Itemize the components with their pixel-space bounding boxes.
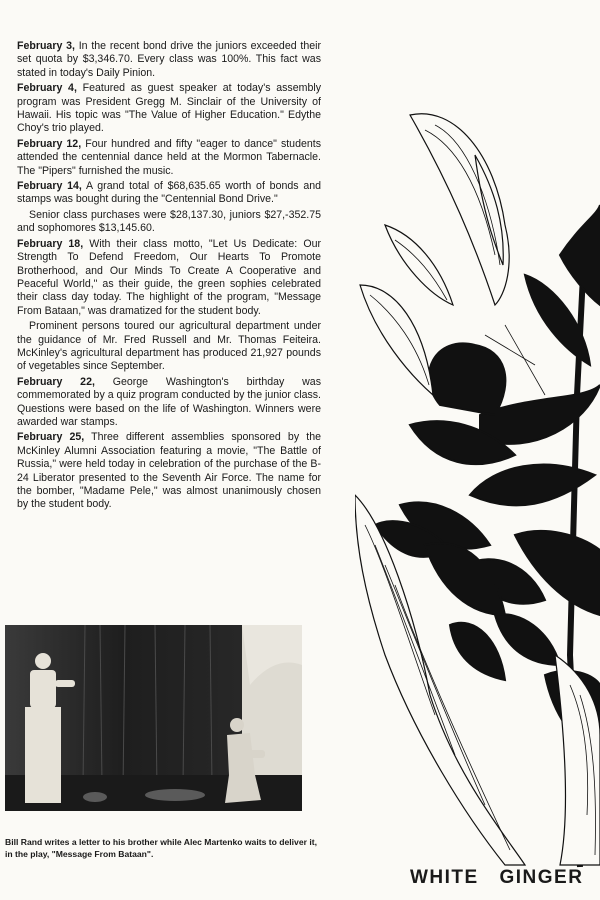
entry-date: February 25, — [17, 431, 85, 444]
entry-text: With their class motto, "Let Us Dedicate: Our Strength To Defend Freedom, Our Hearts To Promote Brotherhood, and Our Minds To Create A Cooperative and Peaceful World," as their guide, the green sophies celebrated their class day today. The highlight of the program, "Message From Bataan," was dramatized for the student body. — [17, 237, 321, 317]
play-scene-image — [5, 625, 302, 811]
journal-entries — [17, 40, 321, 514]
entry-text: In the recent bond drive the juniors exceeded their set quota by $3,346.70. Every class was 100%. This fact was stated in today's Daily Pinion. — [17, 40, 321, 79]
entry-agriculture-tour — [17, 320, 321, 374]
entry-date: February 4, — [17, 82, 77, 95]
entry-text: A grand total of $68,635.65 worth of bonds and stamps was bought during the "Centennial Bond Drive." — [17, 180, 321, 206]
entry-date: February 3, — [17, 40, 75, 52]
play-photo — [5, 625, 302, 811]
entry-date: February 22, — [17, 375, 95, 388]
entry-class-purchases — [17, 209, 321, 236]
entry-text: Prominent persons toured our agricultural department under the guidance of Mr. Fred Russell and Mr. Thomas Feiteira. McKinley's agricultural department has produced 21,927 pounds of vegetables since September. — [17, 320, 321, 373]
entry-feb-25 — [17, 431, 321, 511]
entry-feb-12 — [17, 138, 321, 178]
white-ginger-flower-illustration — [355, 95, 600, 870]
entry-feb-14 — [17, 180, 321, 207]
photo-caption: Bill Rand writes a letter to his brother while Alec Martenko waits to deliver it, in the play, "Message From Bataan". — [5, 837, 317, 859]
entry-text: Three different assemblies sponsored by the McKinley Alumni Association featuring a movie, "The Battle of Russia," were held today in celebration of the purchase of the B-24 Liberator presented to the Seventh Air Force. The name for the bomber, "Madame Pele," was almost unanimously chosen by the student body. — [17, 431, 321, 511]
illustration-title: WHITE GINGER — [410, 867, 584, 888]
entry-date: February 14, — [17, 180, 82, 193]
entry-text: George Washington's birthday was commemorated by a quiz program conducted by the junior class. Questions were based on the life of Washington. Winners were awarded war stamps. — [17, 375, 321, 428]
entry-feb-4 — [17, 82, 321, 136]
entry-date: February 18, — [17, 237, 84, 250]
entry-date: February 12, — [17, 137, 82, 150]
entry-feb-18 — [17, 238, 321, 318]
entry-text: Four hundred and fifty "eager to dance" students attended the centennial dance held at the Mormon Tabernacle. The "Pipers" furnished the music. — [17, 137, 321, 177]
entry-feb-3 — [17, 40, 321, 80]
entry-text: Senior class purchases were $28,137.30, juniors $27,-352.75 and sophomores $13,145.60. — [17, 208, 321, 235]
entry-text: Featured as guest speaker at today's assembly program was President Gregg M. Sinclair of the University of Hawaii. His topic was "The Value of Higher Education." Edythe Choy's trio played. — [17, 82, 321, 135]
entry-feb-22 — [17, 376, 321, 430]
